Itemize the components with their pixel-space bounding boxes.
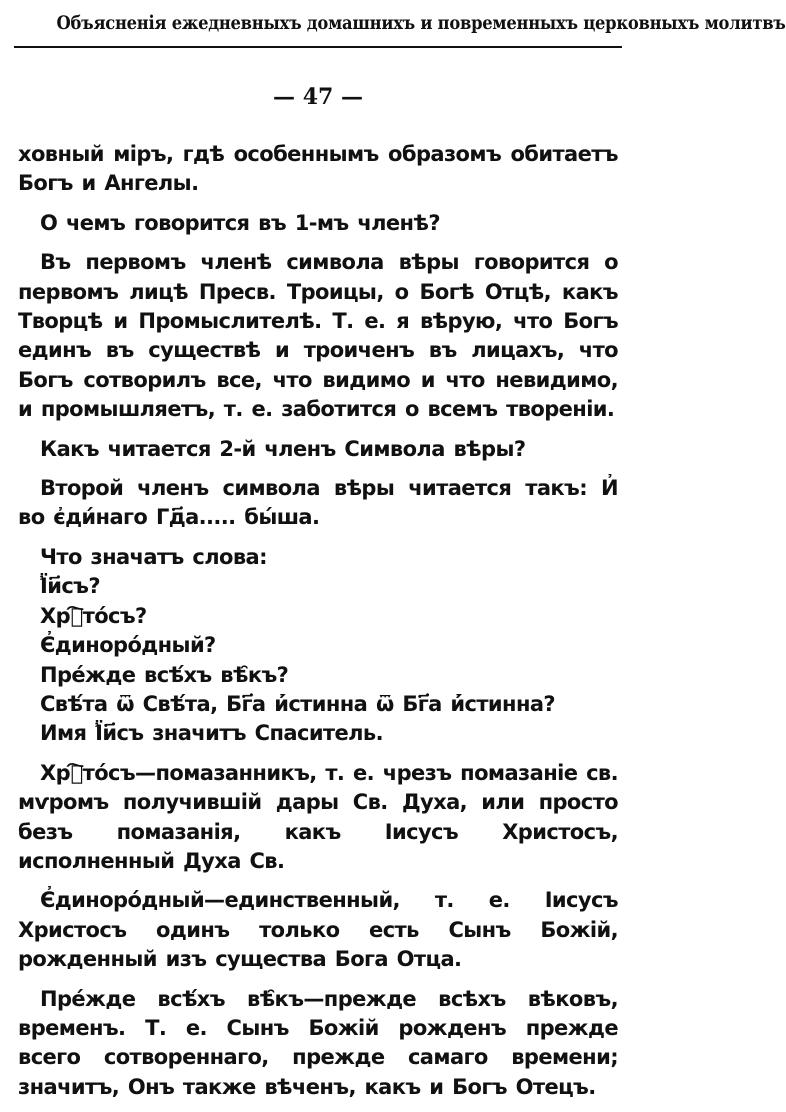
header-rule <box>14 46 622 48</box>
slavonic-term: Хрⷭ҇то́съ? <box>40 603 147 628</box>
paragraph: ховный міръ, гдѣ особеннымъ образомъ обитаетъ Богъ и Ангелы. <box>18 142 618 196</box>
slavonic-term: Пре́жде всѣ́хъ вѣ̑къ? <box>40 662 289 687</box>
answer-paragraph: Пре́жде всѣ́хъ вѣ̑къ—прежде всѣхъ вѣковъ, временъ. Т. е. Сынъ Божій рожденъ прежде всего сотвореннаго, прежде самаго времени; значитъ, Онъ также вѣченъ, какъ и Богъ Отецъ. <box>18 986 618 1099</box>
slavonic-term: Ї҆и҃съ? <box>40 574 100 599</box>
running-title: Объясненія ежедневныхъ домашнихъ и повременныхъ церковныхъ молитвъ <box>56 12 786 34</box>
answer-paragraph: Є҆диноро́дный—единственный, т. е. Іисусъ Христосъ одинъ только есть Сынъ Божій, рожденный изъ существа Бога Отца. <box>18 888 618 972</box>
answer-paragraph: Второй членъ символа вѣры читается такъ: И҆ во є҆ди́наго Гд҃а..... бы́ша. <box>18 476 618 530</box>
answer-paragraph: Хрⷭ҇то́съ—помазанникъ, т. е. чрезъ помазаніе св. мѵромъ получившій дары Св. Духа, или просто безъ помазанія, какъ Іисусъ Христосъ, исполненный Духа Св. <box>18 760 618 873</box>
question: Что значатъ слова: <box>40 544 267 569</box>
slavonic-term: Свѣ́та ѿ Свѣ́та, Бг҃а и҆́стинна ѿ Бг҃а и҆́стинна? <box>40 691 556 716</box>
slavonic-term: Є҆диноро́дный? <box>40 633 216 658</box>
answer-paragraph: Имя Ї҆и҃съ значитъ Спаситель. <box>40 721 383 746</box>
page-number: — 47 — <box>273 84 363 110</box>
answer-paragraph: Въ первомъ членѣ символа вѣры говорится о первомъ лицѣ Пресв. Троицы, о Богѣ Отцѣ, какъ Творцѣ и Промыслителѣ. Т. е. я вѣрую, что Богъ единъ въ существѣ и троиченъ въ лицахъ, что Богъ сотворилъ все, что видимо и что невидимо, и промышляетъ, т. е. заботится о всемъ твореніи. <box>18 250 618 422</box>
page-body <box>18 140 618 1112</box>
question: Какъ читается 2-й членъ Символа вѣры? <box>40 436 526 461</box>
question: О чемъ говорится въ 1-мъ членѣ? <box>40 210 440 235</box>
